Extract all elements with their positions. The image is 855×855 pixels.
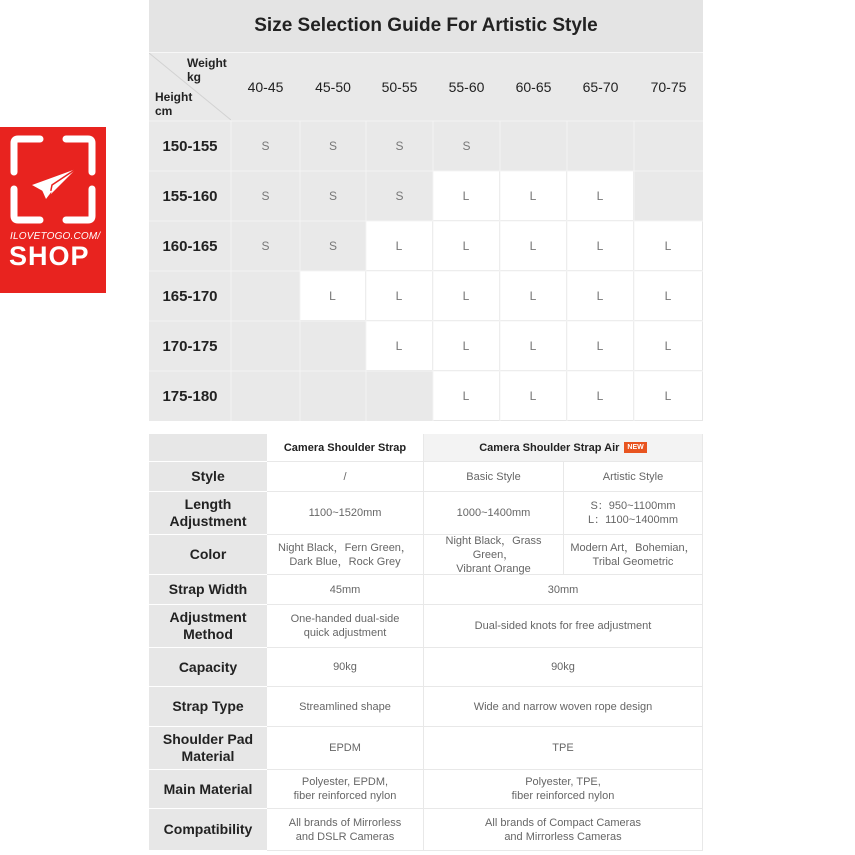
size-cell: L xyxy=(500,171,567,221)
comparison-row-label: Color xyxy=(149,535,267,575)
logo-site-text: ILOVETOGO.COM/ xyxy=(10,231,101,242)
size-cell: L xyxy=(433,171,500,221)
comparison-row xyxy=(149,687,703,727)
height-axis-label: Height cm xyxy=(155,90,193,118)
height-row-header: 165-170 xyxy=(162,287,218,305)
comparison-value: Polyester, TPE, fiber reinforced nylon xyxy=(424,770,703,809)
size-cell-empty xyxy=(634,121,703,171)
comparison-row xyxy=(149,462,703,492)
comparison-corner xyxy=(149,434,267,462)
size-cell-empty xyxy=(300,371,366,421)
size-cell: L xyxy=(366,271,433,321)
comparison-row xyxy=(149,575,703,605)
size-cell: L xyxy=(567,271,634,321)
height-row-header: 170-175 xyxy=(162,337,218,355)
comparison-value: All brands of Compact Cameras and Mirrorless Cameras xyxy=(424,809,703,851)
size-cell: L xyxy=(567,171,634,221)
size-cell: L xyxy=(366,221,433,271)
header-camera-shoulder-strap: Camera Shoulder Strap xyxy=(267,434,424,462)
comparison-row-label: Length Adjustment xyxy=(149,492,267,535)
comparison-value: 1000~1400mm xyxy=(424,492,564,535)
comparison-value: 90kg xyxy=(267,648,424,687)
comparison-value: TPE xyxy=(424,727,703,770)
size-cell: S xyxy=(433,121,500,171)
height-row-header: 150-155 xyxy=(162,137,218,155)
comparison-row-label: Capacity xyxy=(149,648,267,687)
comparison-row xyxy=(149,770,703,809)
size-cell: L xyxy=(634,371,703,421)
size-cell: L xyxy=(634,271,703,321)
comparison-row-label: Shoulder Pad Material xyxy=(149,727,267,770)
size-cell: L xyxy=(634,321,703,371)
comparison-row xyxy=(149,727,703,770)
comparison-value: Night Black，Fern Green， Dark Blue，Rock Grey xyxy=(267,535,424,575)
size-cell: L xyxy=(500,371,567,421)
table-corner-header xyxy=(149,53,231,120)
size-cell: L xyxy=(433,271,500,321)
size-cell: S xyxy=(231,171,300,221)
comparison-value: Dual-sided knots for free adjustment xyxy=(424,605,703,648)
comparison-header-row xyxy=(149,434,703,462)
shop-logo xyxy=(0,127,106,293)
comparison-row xyxy=(149,648,703,687)
comparison-value: Polyester, EPDM, fiber reinforced nylon xyxy=(267,770,424,809)
comparison-value: All brands of Mirrorless and DSLR Cameras xyxy=(267,809,424,851)
comparison-row-label: Compatibility xyxy=(149,809,267,851)
comparison-row-label: Adjustment Method xyxy=(149,605,267,648)
size-cell: S xyxy=(231,121,300,171)
size-cell: L xyxy=(433,371,500,421)
comparison-value: Night Black，Grass Green， Vibrant Orange xyxy=(424,535,564,575)
new-badge: NEW xyxy=(624,442,646,453)
comparison-value: S：950~1100mm L：1100~1400mm xyxy=(564,492,703,535)
size-cell: L xyxy=(500,221,567,271)
size-cell: L xyxy=(300,271,366,321)
comparison-value: 1100~1520mm xyxy=(267,492,424,535)
size-cell-empty xyxy=(231,321,300,371)
size-cell: L xyxy=(366,321,433,371)
logo-shop-text: SHOP xyxy=(9,241,90,271)
comparison-value: Modern Art，Bohemian， Tribal Geometric xyxy=(564,535,703,575)
comparison-row-label: Strap Width xyxy=(149,575,267,605)
comparison-row xyxy=(149,492,703,535)
comparison-value: One-handed dual-side quick adjustment xyxy=(267,605,424,648)
comparison-row xyxy=(149,535,703,575)
size-cell-empty xyxy=(500,121,567,171)
size-cell-empty xyxy=(231,371,300,421)
size-cell: L xyxy=(433,321,500,371)
size-cell-empty xyxy=(300,321,366,371)
size-cell-empty xyxy=(231,271,300,321)
comparison-value: EPDM xyxy=(267,727,424,770)
comparison-row xyxy=(149,605,703,648)
comparison-row-label: Style xyxy=(149,462,267,492)
size-cell-empty xyxy=(567,121,634,171)
comparison-value: Wide and narrow woven rope design xyxy=(424,687,703,727)
size-cell: S xyxy=(366,171,433,221)
height-row-header: 175-180 xyxy=(162,387,218,405)
size-cell: L xyxy=(500,271,567,321)
size-cell: L xyxy=(567,221,634,271)
size-cell: S xyxy=(300,121,366,171)
comparison-row xyxy=(149,809,703,851)
size-guide-title: Size Selection Guide For Artistic Style xyxy=(149,0,703,53)
weight-column-header: 65-70 xyxy=(582,78,619,95)
comparison-row-label: Strap Type xyxy=(149,687,267,727)
height-row-header: 155-160 xyxy=(162,187,218,205)
height-row-header: 160-165 xyxy=(162,237,218,255)
size-cell: S xyxy=(300,171,366,221)
size-cell-empty xyxy=(634,171,703,221)
size-cell: L xyxy=(500,321,567,371)
size-cell: S xyxy=(231,221,300,271)
comparison-row-label: Main Material xyxy=(149,770,267,809)
size-guide-table xyxy=(149,0,703,421)
weight-column-header: 50-55 xyxy=(381,78,418,95)
weight-column-header: 60-65 xyxy=(515,78,552,95)
comparison-value: 90kg xyxy=(424,648,703,687)
paper-plane-icon xyxy=(32,169,76,199)
size-cell: S xyxy=(300,221,366,271)
weight-column-header: 70-75 xyxy=(650,78,687,95)
comparison-value: Artistic Style xyxy=(564,462,703,492)
weight-axis-label: Weight kg xyxy=(187,56,227,84)
size-cell: L xyxy=(567,321,634,371)
size-cell: S xyxy=(366,121,433,171)
comparison-value: 30mm xyxy=(424,575,703,605)
size-cell: L xyxy=(634,221,703,271)
size-cell: L xyxy=(567,371,634,421)
comparison-value: / xyxy=(267,462,424,492)
comparison-value: Streamlined shape xyxy=(267,687,424,727)
header-camera-shoulder-strap-air: Camera Shoulder Strap Air NEW xyxy=(424,434,703,462)
weight-column-header: 45-50 xyxy=(315,78,351,95)
comparison-value: 45mm xyxy=(267,575,424,605)
size-cell-empty xyxy=(366,371,433,421)
size-cell: L xyxy=(433,221,500,271)
comparison-table xyxy=(149,434,703,855)
comparison-value: Basic Style xyxy=(424,462,564,492)
weight-column-header: 55-60 xyxy=(448,78,485,95)
weight-column-header: 40-45 xyxy=(247,78,284,95)
